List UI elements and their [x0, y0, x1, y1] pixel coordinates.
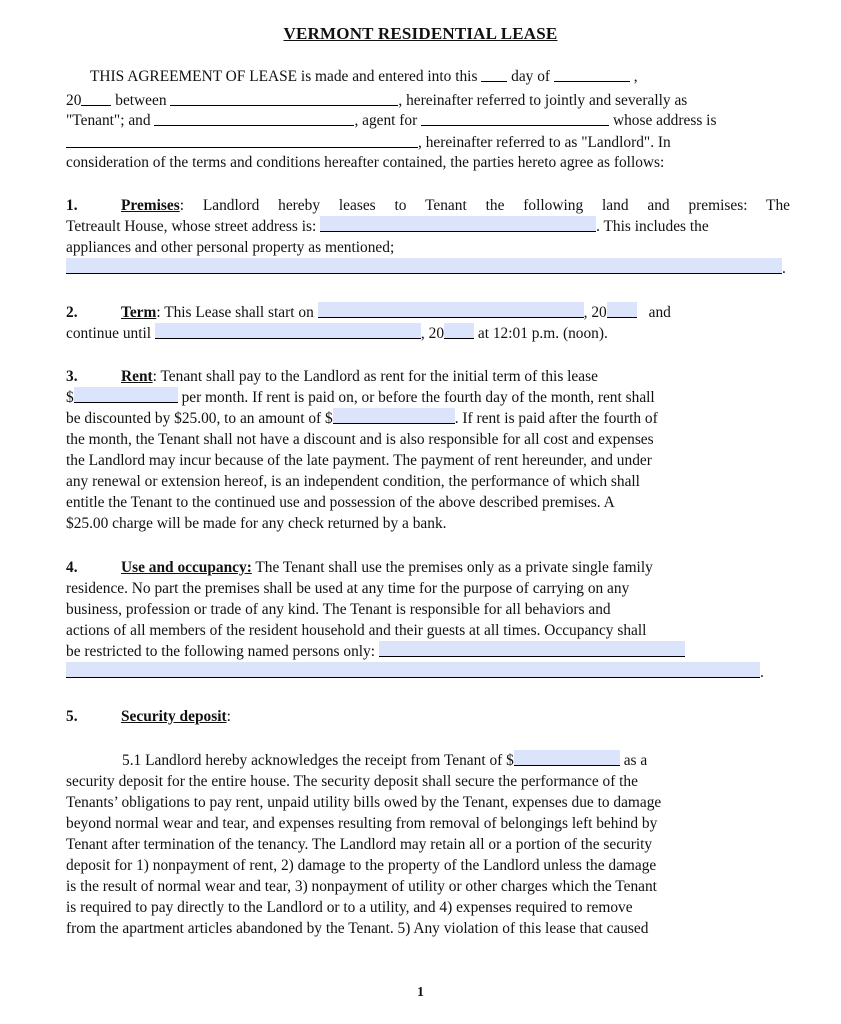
document-title: VERMONT RESIDENTIAL LEASE: [283, 24, 558, 43]
year-field[interactable]: [81, 90, 111, 106]
term-heading: Term: [121, 304, 157, 321]
term-line-2: continue until , 20 at 12:01 p.m. (noon).: [66, 325, 608, 342]
rent-line-2: $ per month. If rent is paid on, or before the fourth day of the month, rent shall: [66, 389, 655, 406]
rent-line-5: the Landlord may incur because of the late payment. The payment of rent hereunder, and under: [66, 452, 652, 469]
use-heading: Use and occupancy:: [121, 559, 252, 576]
premises-line-1: 1. Premises: Landlord hereby leases to Tenant the following land and premises: The: [66, 197, 790, 214]
term-line-1: 2. Term: This Lease shall start on , 20 and: [66, 304, 671, 321]
rent-line-7: entitle the Tenant to the continued use and possession of the above described premises. A: [66, 494, 615, 511]
landlord-address-field[interactable]: [66, 132, 418, 148]
day-field[interactable]: [481, 66, 507, 82]
deposit-line-1: 5.1 Landlord hereby acknowledges the receipt from Tenant of $ as a: [122, 752, 648, 769]
deposit-line-5: Tenant after termination of the tenancy. The Landlord may retain all or a portion of the security: [66, 836, 653, 853]
deposit-line-9: from the apartment articles abandoned by the Tenant. 5) Any violation of this lease that caused: [66, 920, 649, 937]
premises-line-4: .: [66, 258, 790, 279]
rent-line-6: any renewal or extension hereof, is an independent condition, the performance of which shall: [66, 473, 640, 490]
end-year-field[interactable]: [444, 323, 474, 339]
section-number: 4.: [66, 559, 78, 576]
use-line-3: business, profession or trade of any kind. The Tenant is responsible for all behaviors and: [66, 601, 611, 618]
landlord-name-field[interactable]: [421, 110, 609, 126]
use-line-2: residence. No part the premises shall be used at any time for the purpose of carrying on any: [66, 580, 630, 597]
intro-line-1: THIS AGREEMENT OF LEASE is made and entered into this day of ,: [90, 68, 638, 85]
rent-heading: Rent: [121, 368, 153, 385]
start-year-field[interactable]: [607, 302, 637, 318]
deposit-heading-line: 5. Security deposit:: [66, 708, 231, 725]
occupants-field-2[interactable]: [66, 662, 760, 678]
monthly-rent-field[interactable]: [74, 387, 178, 403]
street-address-field[interactable]: [320, 216, 596, 232]
deposit-line-6: deposit for 1) nonpayment of rent, 2) damage to the property of the Landlord unless the damage: [66, 857, 657, 874]
section-number: 2.: [66, 304, 78, 321]
deposit-line-4: beyond normal wear and tear, and expenses resulting from removal of belongings left behind by: [66, 815, 658, 832]
tenant-name-field[interactable]: [170, 90, 398, 106]
month-field[interactable]: [554, 66, 630, 82]
deposit-line-3: Tenants’ obligations to pay rent, unpaid utility bills owed by the Tenant, expenses due to damage: [66, 794, 662, 811]
intro-line-5: consideration of the terms and conditions hereafter contained, the parties hereto agree as follows:: [66, 154, 665, 171]
premises-heading: Premises: [121, 197, 180, 214]
page-number: 1: [417, 985, 424, 1000]
agent-name-field[interactable]: [154, 110, 354, 126]
section-number: 5.: [66, 708, 78, 725]
section-number: 3.: [66, 368, 78, 385]
intro-line-2: 20 between , hereinafter referred to jointly and severally as: [66, 92, 688, 109]
intro-line-3: "Tenant"; and , agent for whose address is: [66, 112, 717, 129]
rent-line-1: 3. Rent: Tenant shall pay to the Landlord as rent for the initial term of this lease: [66, 368, 598, 385]
personal-property-field[interactable]: [66, 258, 782, 274]
start-date-field[interactable]: [318, 302, 584, 318]
deposit-amount-field[interactable]: [514, 750, 620, 766]
rent-line-4: the month, the Tenant shall not have a discount and is also responsible for all cost and expenses: [66, 431, 654, 448]
use-line-4: actions of all members of the resident household and their guests at all times. Occupancy shall: [66, 622, 647, 639]
end-date-field[interactable]: [155, 323, 421, 339]
premises-line-3: appliances and other personal property as mentioned;: [66, 239, 395, 256]
intro-line-4: , hereinafter referred to as "Landlord". In: [66, 132, 790, 153]
use-line-6: .: [66, 662, 790, 683]
deposit-heading: Security deposit: [121, 708, 227, 725]
premises-line-2: Tetreault House, whose street address is: . This includes the: [66, 218, 709, 235]
rent-line-3: be discounted by $25.00, to an amount of $ . If rent is paid after the fourth of: [66, 410, 658, 427]
occupants-field-1[interactable]: [379, 641, 685, 657]
use-line-1: 4. Use and occupancy: The Tenant shall use the premises only as a private single family: [66, 559, 653, 576]
use-line-5: be restricted to the following named persons only:: [66, 641, 790, 662]
discounted-rent-field[interactable]: [333, 408, 455, 424]
deposit-line-8: is required to pay directly to the Landlord or to a utility, and 4) expenses required to remove: [66, 899, 633, 916]
rent-line-8: $25.00 charge will be made for any check returned by a bank.: [66, 515, 447, 532]
deposit-line-7: is the result of normal wear and tear, 3) nonpayment of utility or other charges which the Tenant: [66, 878, 657, 895]
section-number: 1.: [66, 197, 78, 214]
deposit-line-2: security deposit for the entire house. The security deposit shall secure the performance of the: [66, 773, 638, 790]
